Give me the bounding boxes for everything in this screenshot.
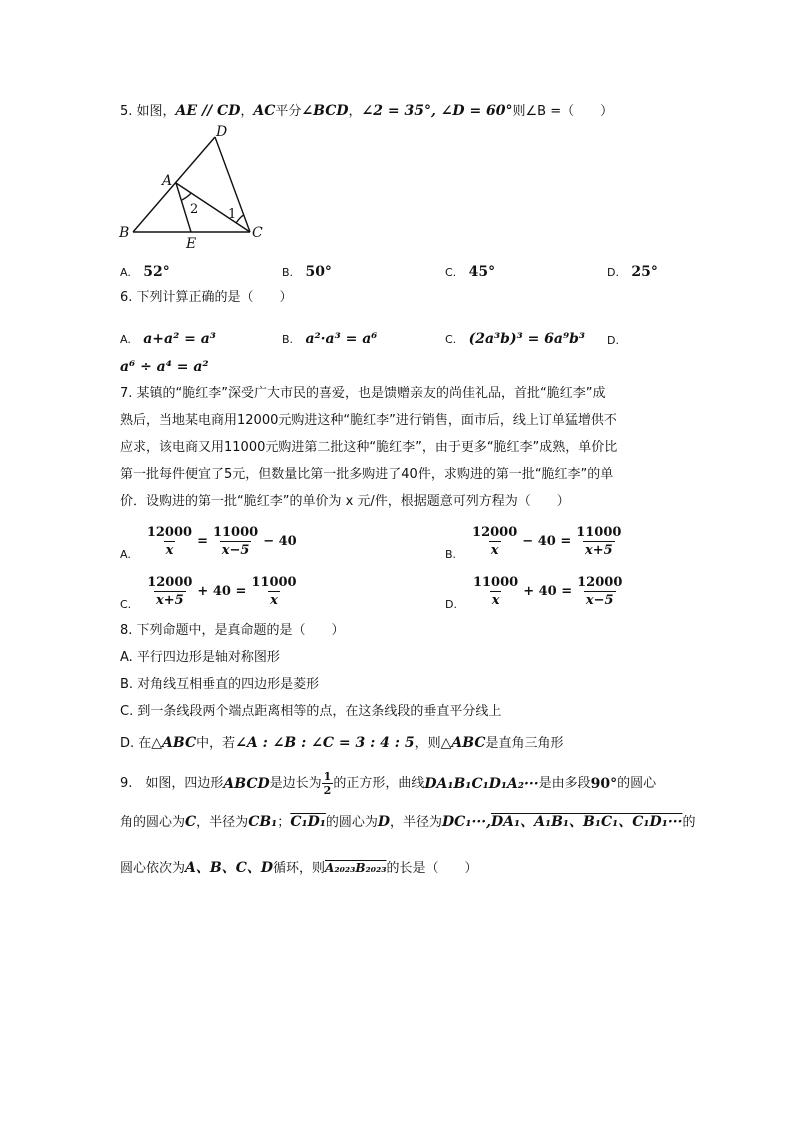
segment-bd	[133, 137, 215, 232]
q9-line-1: 9. 如图，四边形 ABCD 是边长为 $\frac{1}{2}$ 的正方形，曲线 DA₁B₁C₁D₁A₂··· 是由多段 90° 的圆心	[120, 770, 657, 797]
fraction: $\frac{12000}{x+5}$	[147, 575, 193, 608]
q5-cond-parallel: AE // CD	[175, 103, 241, 119]
fraction: $\frac{12000}{x}$	[146, 525, 193, 558]
fraction: $\frac{11000}{x}$	[472, 575, 519, 608]
fraction: $\frac{12000}{x}$	[472, 525, 518, 558]
q5-option-d[interactable]: D. 25°	[607, 264, 658, 280]
segment-ae	[176, 183, 191, 232]
fraction: $\frac{12000}{x-5}$	[577, 575, 623, 608]
label-d: D	[216, 124, 228, 140]
angle-2-arc	[182, 193, 191, 200]
q5-option-c[interactable]: C. 45°	[445, 264, 496, 280]
q7-option-b[interactable]: B. $\frac{12000}{x}$ − 40 = $\frac{11000}{x+5}$	[445, 525, 622, 561]
label-c: C	[252, 225, 263, 241]
q8-option-b[interactable]: B. 对角线互相垂直的四边形是菱形	[120, 677, 320, 692]
fraction: $\frac{11000}{x+5}$	[576, 525, 622, 558]
label-angle-1: 1	[228, 207, 237, 222]
q7-option-a[interactable]: A. $\frac{12000}{x}$ = $\frac{11000}{x-5}$ − 40	[120, 525, 297, 561]
segment-ac	[176, 183, 250, 232]
q7-option-c[interactable]: C. $\frac{12000}{x+5}$ + 40 = $\frac{11000}{x}$	[120, 575, 297, 611]
q7-line-3: 应求，该电商又用11000元购进第二批这种“脆红李”，由于更多“脆红李”成熟，单价比	[120, 440, 618, 455]
q5-cond-ac: AC	[253, 103, 276, 119]
q7-line-2: 熟后，当地某电商用12000元购进这种“脆红李”进行销售，面市后，线上订单猛增供不	[120, 413, 617, 428]
q6-option-c[interactable]: C. (2a³b)³ = 6a⁹b³	[445, 331, 586, 347]
q6-stem: 6. 下列计算正确的是（ ）	[120, 290, 293, 305]
label-angle-2: 2	[190, 202, 199, 217]
q8-option-d[interactable]: D. 在△ABC中，若∠A : ∠B : ∠C = 3 : 4 : 5，则△ABC是直角三角形	[120, 735, 564, 751]
q5-option-a[interactable]: A. 52°	[120, 264, 170, 280]
q5-option-b[interactable]: B. 50°	[282, 264, 332, 280]
q5-stem: 5. 如图，AE // CD，AC平分∠BCD，∠2 = 35°, ∠D = 60°则∠B =（ ）	[120, 103, 614, 119]
q7-line-1: 7. 某镇的“脆红李”深受广大市民的喜爱，也是馈赠亲友的尚佳礼品，首批“脆红李”成	[120, 386, 606, 401]
q5-figure	[115, 122, 275, 252]
q7-line-5: 价．设购进的第一批“脆红李”的单价为 x 元/件，根据题意可列方程为（ ）	[120, 494, 570, 509]
q7-line-4: 第一批每件便宜了5元，但数量比第一批多购进了40件，求购进的第一批“脆红李”的单	[120, 467, 614, 482]
q6-option-a[interactable]: A. a+a² = a³	[120, 331, 216, 347]
fraction-half: $\frac{1}{2}$	[323, 770, 332, 797]
q6-option-d-letter[interactable]: D.	[607, 334, 619, 347]
fraction: $\frac{11000}{x}$	[251, 575, 297, 608]
q6-option-d-value[interactable]: a⁶ ÷ a⁴ = a²	[120, 359, 209, 375]
q9-line-3: 圆心依次为A、B、C、D循环，则A₂₀₂₃B₂₀₂₃的长是（ ）	[120, 860, 478, 876]
q8-stem: 8. 下列命题中，是真命题的是（ ）	[120, 623, 345, 638]
label-e: E	[186, 236, 197, 252]
angle-1-arc	[236, 215, 244, 223]
q5-cond-angle-bcd: ∠BCD	[301, 103, 349, 119]
q5-cond-angles: ∠2 = 35°, ∠D = 60°	[361, 103, 513, 119]
fraction: $\frac{11000}{x-5}$	[212, 525, 259, 558]
q9-line-2: 角的圆心为C，半径为CB₁；C₁D₁的圆心为D，半径为DC₁···,DA₁、A₁B₁、B₁C₁、C₁D₁···的	[120, 814, 696, 830]
q7-option-d[interactable]: D. $\frac{11000}{x}$ + 40 = $\frac{12000}{x-5}$	[445, 575, 623, 611]
label-a: A	[162, 173, 173, 189]
q6-option-b[interactable]: B. a²·a³ = a⁶	[282, 331, 378, 347]
label-b: B	[119, 225, 130, 241]
q8-option-a[interactable]: A. 平行四边形是轴对称图形	[120, 650, 280, 665]
q8-option-c[interactable]: C. 到一条线段两个端点距离相等的点，在这条线段的垂直平分线上	[120, 704, 502, 719]
